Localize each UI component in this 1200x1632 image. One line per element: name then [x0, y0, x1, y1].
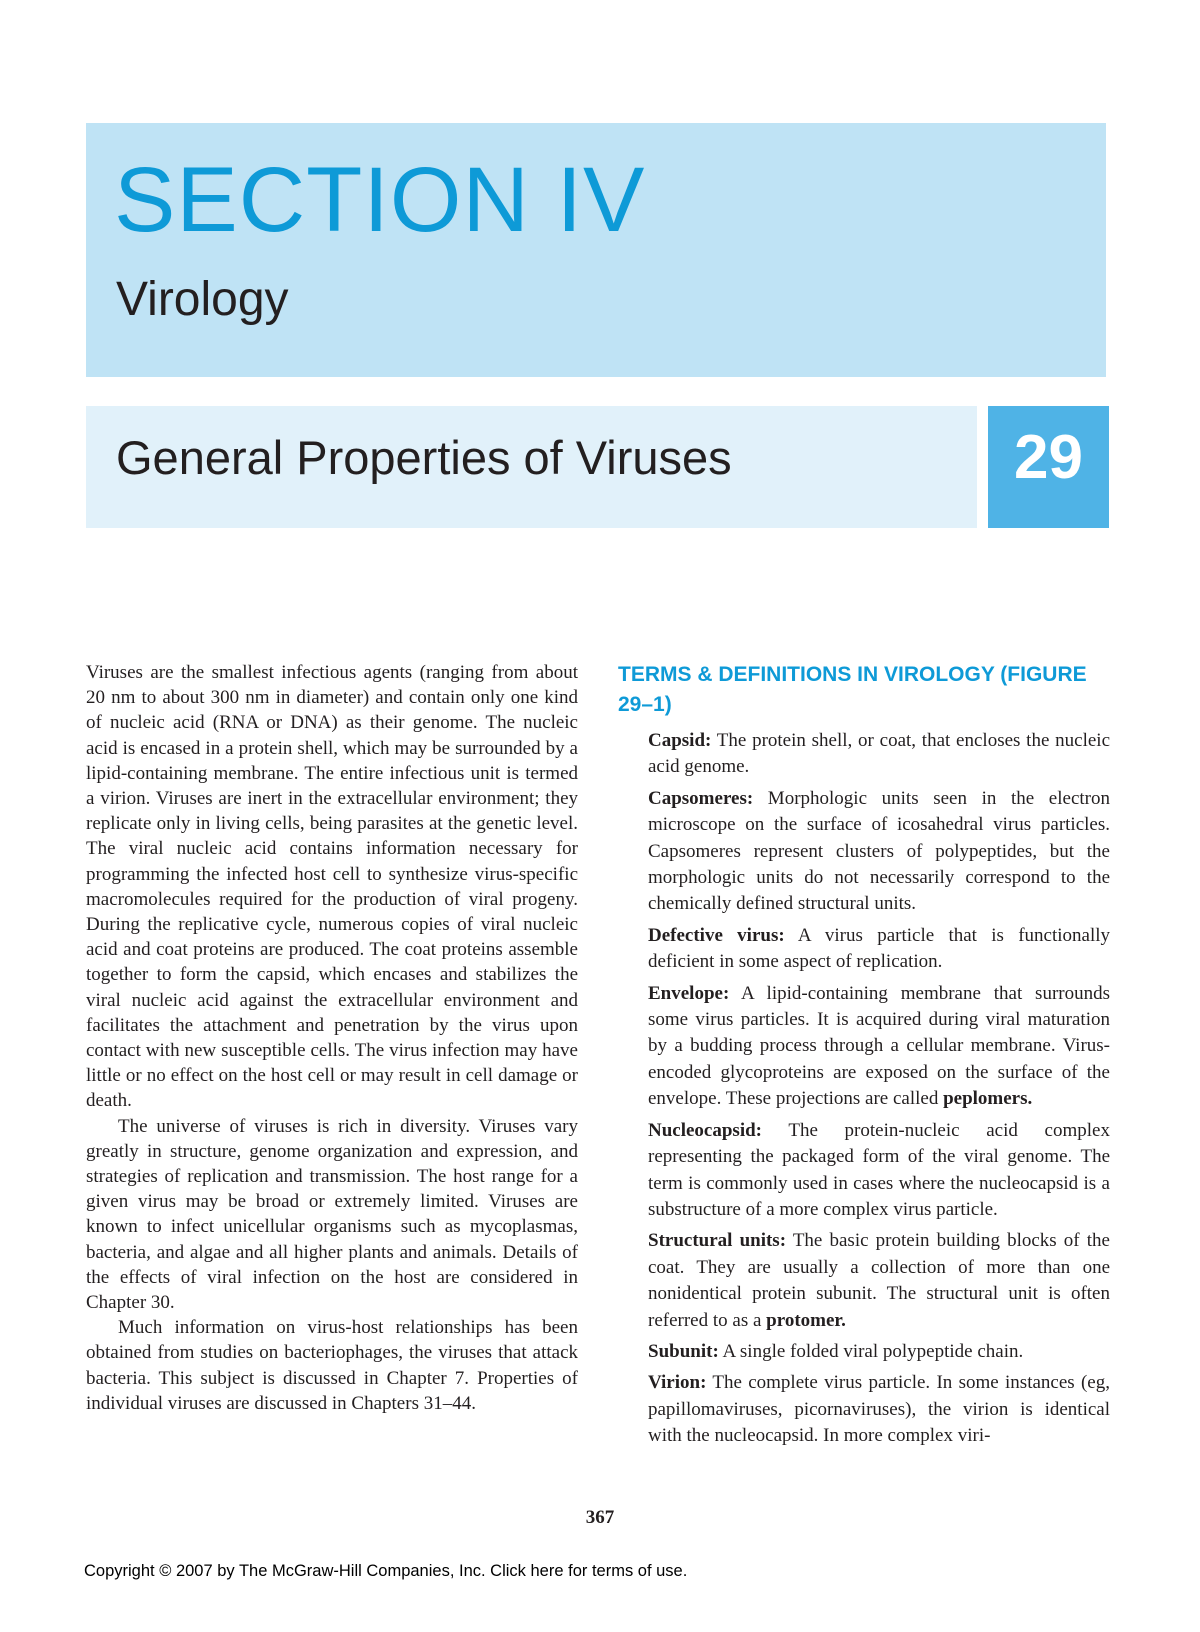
term-name: Envelope: [648, 982, 730, 1004]
term-end: . [1027, 1088, 1033, 1110]
term-capsid [648, 728, 1110, 781]
chapter-number: 29 [1014, 423, 1083, 492]
term-definition: The complete virus particle. In some instances (eg, papillomaviruses, picornaviruses), the virion is identical with the nucleocapsid. In more complex viri- [648, 1372, 1110, 1447]
term-name: Subunit: [648, 1340, 719, 1362]
intro-paragraph: The universe of viruses is rich in diversity. Viruses vary greatly in structure, genome organization and expression, and strategies of replication and transmission. The host range for a given virus may be broad or extremely limited. Viruses are known to infect unicellular organisms such as mycoplasmas, bacteria, and algae and all higher plants and animals. Details of the effects of viral infection on the host are considered in Chapter 30. [86, 1115, 578, 1314]
intro-paragraph: Much information on virus-host relationships has been obtained from studies on bacteriophages, the viruses that attack bacteria. This subject is discussed in Chapter 7. Properties of individual viruses are discussed in Chapters 31–44. [86, 1317, 578, 1414]
term-envelope [648, 981, 1110, 1113]
section-subtitle: Virology [116, 273, 289, 326]
term-capsomeres [648, 786, 1110, 918]
term-name: Defective virus: [648, 924, 785, 946]
term-definition: Morphologic units seen in the electron microscope on the surface of icosahedral virus particles. Capsomeres represent clusters of polypeptides, but the morphologic units do not necessarily correspond to the chemically defined structural units. [648, 787, 1110, 915]
chapter-title: General Properties of Viruses [116, 431, 732, 484]
term-name: Virion: [648, 1372, 707, 1394]
page-number: 367 [585, 1507, 615, 1528]
term-emphasis: protomer [766, 1309, 842, 1331]
term-structural-units [648, 1228, 1110, 1334]
section-title: SECTION IV [114, 149, 646, 251]
term-defective-virus [648, 923, 1110, 976]
term-emphasis: peplomers [943, 1088, 1028, 1110]
intro-column [86, 660, 578, 1416]
term-name: Capsid: [648, 730, 712, 751]
term-name: Structural units: [648, 1230, 787, 1252]
term-definition: The protein shell, or coat, that encloses the nucleic acid genome. [648, 730, 1110, 778]
term-name: Nucleocapsid: [648, 1119, 762, 1141]
copyright-notice[interactable]: Copyright © 2007 by The McGraw-Hill Companies, Inc. Click here for terms of use. [84, 1562, 688, 1580]
term-definition: The protein-nucleic acid complex representing the packaged form of the viral genome. The term is commonly used in cases where the nucleocapsid is a substructure of a more complex virus particle. [648, 1119, 1110, 1220]
term-virion [648, 1370, 1110, 1449]
term-definition: The basic protein building blocks of the coat. They are usually a collection of more than one nonidentical protein subunit. The structural unit is often referred to as a [648, 1230, 1110, 1331]
term-name: Capsomeres: [648, 787, 754, 809]
term-nucleocapsid [648, 1118, 1110, 1224]
term-definition: A single folded viral polypeptide chain. [718, 1340, 1024, 1362]
term-definition: A lipid-containing membrane that surrounds some virus particles. It is acquired during viral maturation by a budding process through a cellular membrane. Virus-encoded glycoproteins are exposed on the surface of the envelope. These projections are called [648, 982, 1110, 1110]
term-subunit [648, 1339, 1110, 1365]
terms-list [648, 728, 1110, 1455]
terms-heading: TERMS & DEFINITIONS IN VIROLOGY (FIGURE 29–1) [618, 663, 1087, 716]
term-definition: A virus particle that is functionally deficient in some aspect of replication. [648, 924, 1111, 973]
intro-paragraph: Viruses are the smallest infectious agents (ranging from about 20 nm to about 300 nm in diameter) and contain only one kind of nucleic acid (RNA or DNA) as their genome. The nucleic acid is encased in a protein shell, which may be surrounded by a lipid-containing membrane. The entire infectious unit is termed a virion. Viruses are inert in the extracellular environment; they replicate only in living cells, being parasites at the genetic level. The viral nucleic acid contains information necessary for programming the infected host cell to synthesize virus-specific macromolecules required for the production of viral progeny. During the replicative cycle, numerous copies of viral nucleic acid and coat proteins are produced. The coat proteins assemble together to form the capsid, which encases and stabilizes the viral nucleic acid against the extracellular environment and facilitates the attachment and penetration by the virus upon contact with new susceptible cells. The virus infection may have little or no effect on the host cell or may result in cell damage or death. [86, 662, 578, 1112]
term-end: . [841, 1309, 846, 1331]
